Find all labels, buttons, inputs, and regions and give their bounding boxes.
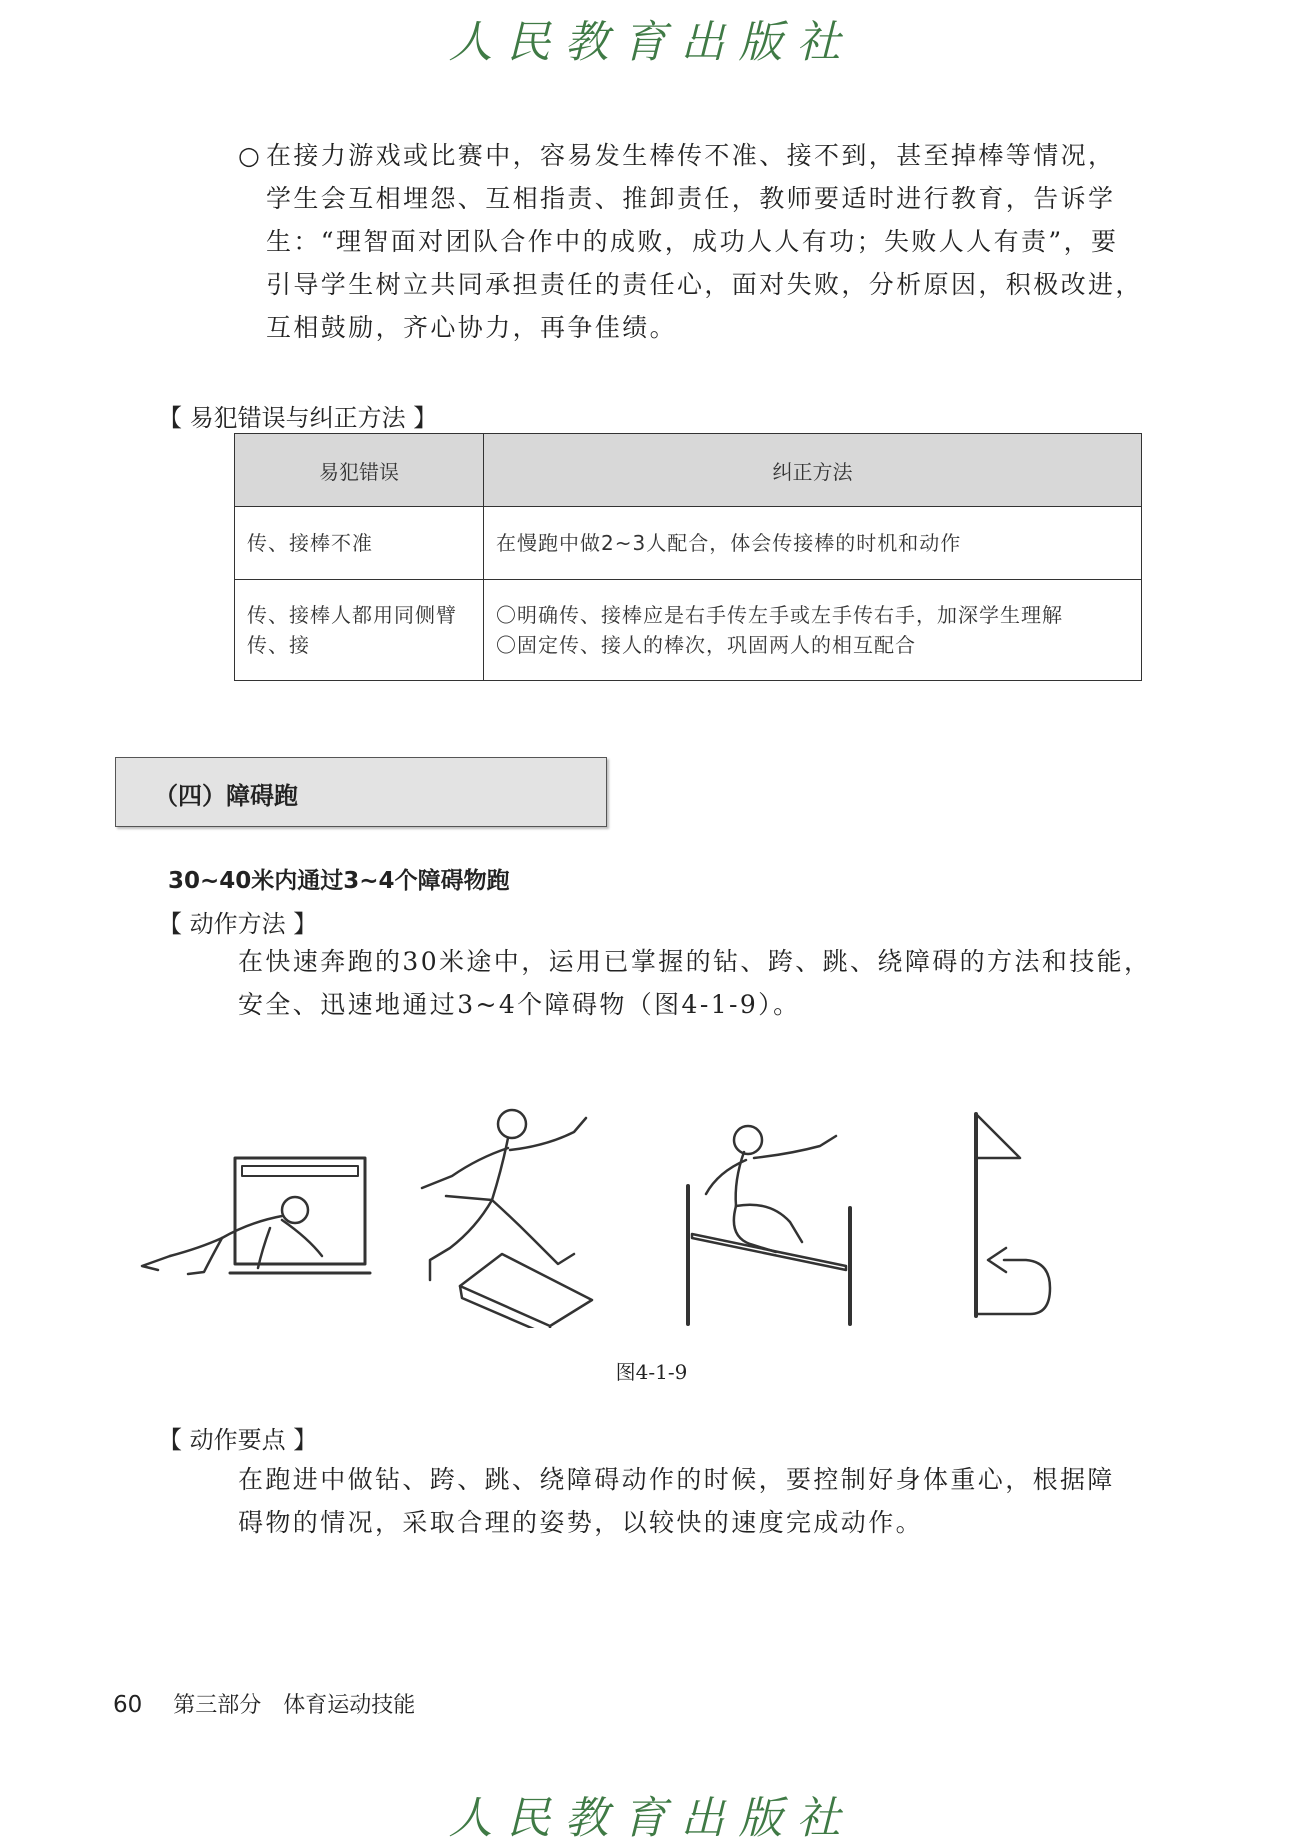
- errors-table: [234, 433, 1142, 681]
- page-number: 60: [113, 1692, 143, 1718]
- column-header-fix: 纠正方法: [484, 434, 1142, 507]
- key-points-line: 碍物的情况，采取合理的姿势，以较快的速度完成动作。: [238, 1508, 924, 1537]
- section-title-box: [115, 757, 607, 827]
- section-title: （四）障碍跑: [154, 782, 298, 810]
- errors-heading: 【 易犯错误与纠正方法 】: [158, 404, 438, 432]
- figure-caption: 图4-1-9: [615, 1360, 688, 1384]
- subtitle: 30~40米内通过3~4个障碍物跑: [168, 868, 510, 894]
- method-line: 安全、迅速地通过3~4个障碍物（图4-1-9）。: [238, 990, 801, 1019]
- publisher-watermark-bottom: 人民教育出版社: [448, 1793, 855, 1844]
- obstacle-illustration: [130, 1088, 1130, 1328]
- intro-paragraph: [238, 134, 1143, 349]
- error-text: 传、接棒人都用同侧臂: [247, 603, 457, 627]
- error-text: 传、接棒不准: [247, 531, 373, 555]
- method-line: 在快速奔跑的30米途中，运用已掌握的钻、跨、跳、绕障碍的方法和技能，: [238, 947, 1152, 976]
- table-row: [235, 580, 1142, 681]
- key-points-paragraph: [238, 1458, 1143, 1544]
- intro-line: 学生会互相埋怨、互相指责、推卸责任，教师要适时进行教育，告诉学: [266, 184, 1116, 213]
- intro-line: 互相鼓励，齐心协力，再争佳绩。: [266, 313, 678, 342]
- fix-text: 〇明确传、接棒应是右手传左手或左手传右手，加深学生理解: [496, 603, 1063, 627]
- table-row: [235, 507, 1142, 580]
- method-paragraph: [238, 940, 1152, 1026]
- intro-line: 在接力游戏或比赛中，容易发生棒传不准、接不到，甚至掉棒等情况，: [266, 141, 1116, 170]
- error-text: 传、接: [247, 633, 310, 657]
- intro-line: 引导学生树立共同承担责任的责任心，面对失败，分析原因，积极改进，: [266, 270, 1143, 299]
- flag-turn-icon: [976, 1114, 1050, 1316]
- jump-figure-icon: [688, 1126, 850, 1324]
- fix-text: 〇固定传、接人的棒次，巩固两人的相互配合: [496, 633, 916, 657]
- error-cell: [235, 580, 484, 681]
- fix-cell: [484, 580, 1142, 681]
- publisher-watermark-top: 人民教育出版社: [448, 17, 855, 68]
- method-heading: 【 动作方法 】: [158, 910, 318, 938]
- crawl-figure-icon: [142, 1158, 370, 1274]
- part-title: 第三部分 体育运动技能: [173, 1693, 416, 1718]
- intro-line: 生：“理智面对团队合作中的成败，成功人人有功；失败人人有责”，要: [266, 227, 1119, 256]
- leap-figure-icon: [422, 1110, 592, 1328]
- table-header-row: [235, 434, 1142, 507]
- fix-text: 在慢跑中做2~3人配合，体会传接棒的时机和动作: [496, 531, 962, 555]
- error-cell: [235, 507, 484, 580]
- key-points-line: 在跑进中做钻、跨、跳、绕障碍动作的时候，要控制好身体重心，根据障: [238, 1465, 1115, 1494]
- bullet-circle-icon: ○: [238, 141, 263, 170]
- page-footer: [113, 1688, 415, 1719]
- obstacle-figure: [130, 1088, 1130, 1328]
- key-points-heading: 【 动作要点 】: [158, 1426, 318, 1454]
- column-header-error: 易犯错误: [235, 434, 484, 507]
- fix-cell: [484, 507, 1142, 580]
